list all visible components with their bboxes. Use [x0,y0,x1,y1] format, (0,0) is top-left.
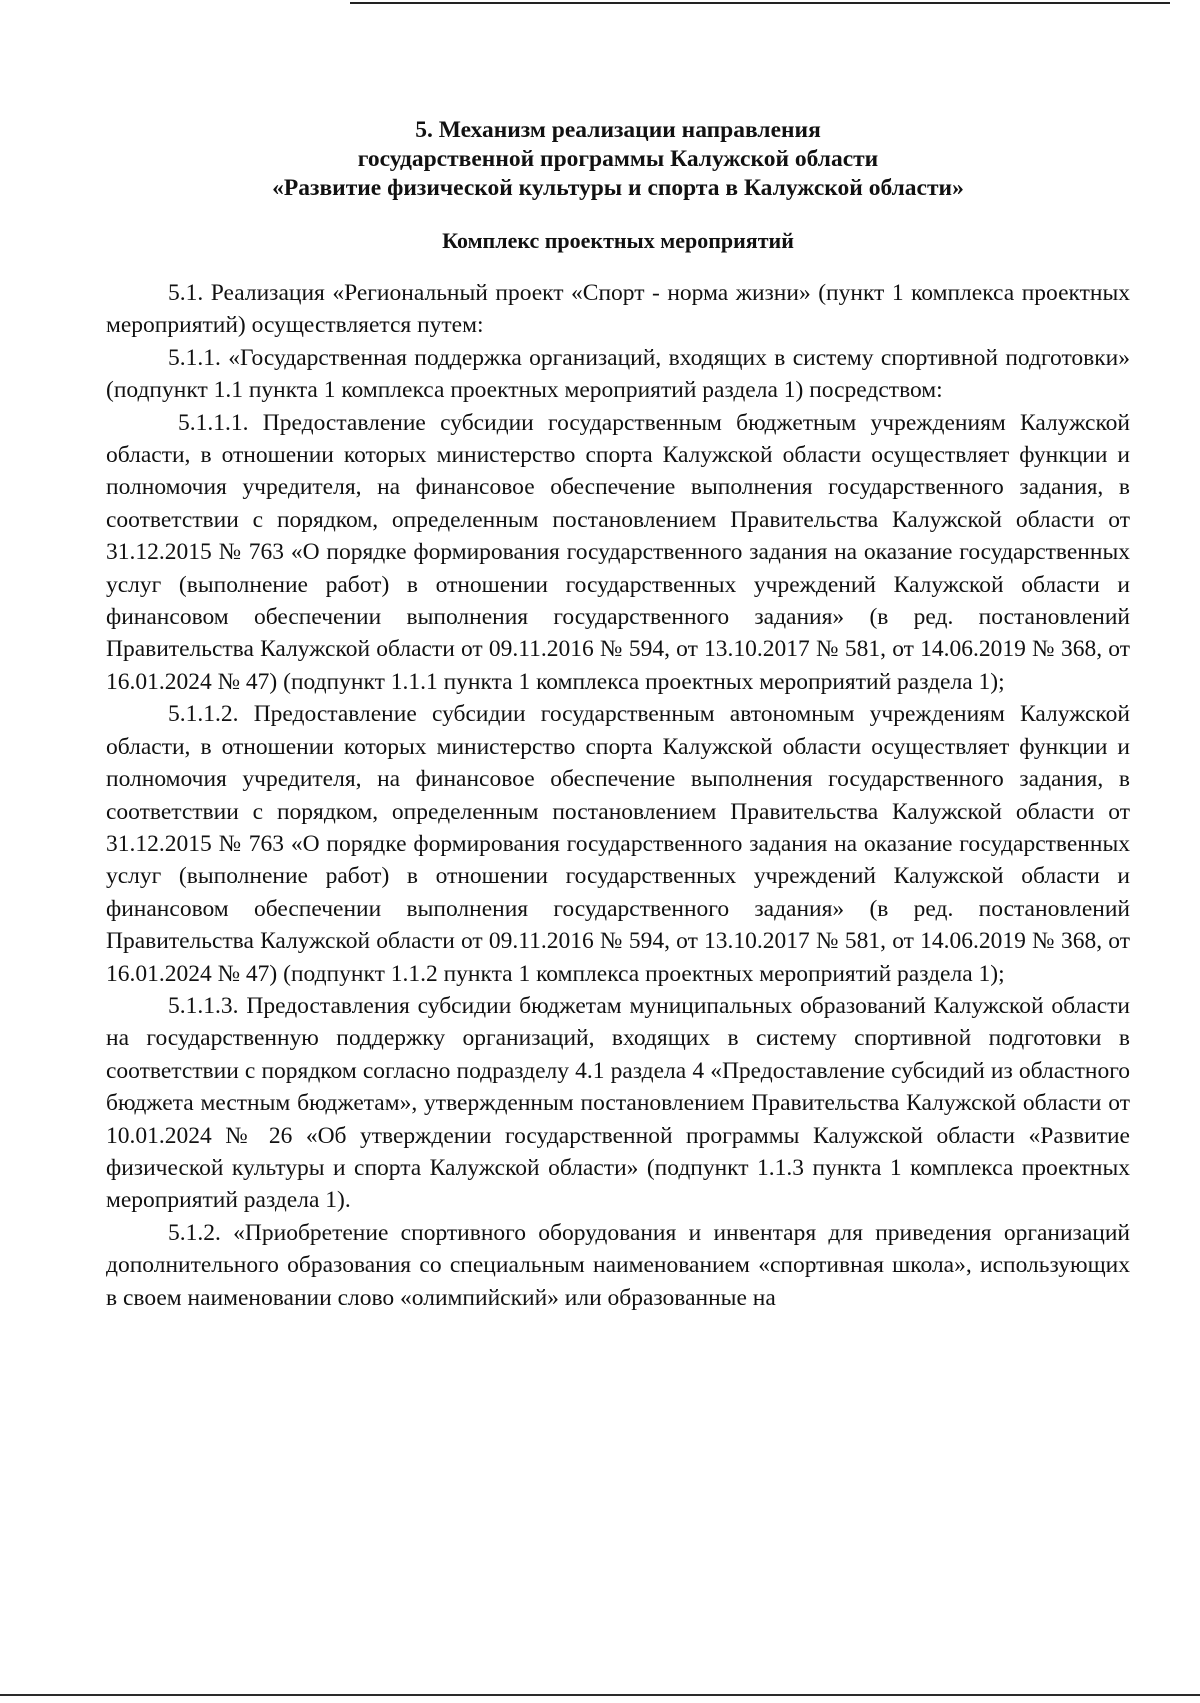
heading-line-2: государственной программы Калужской области [357,146,879,172]
document-page [106,116,1130,1314]
paragraph-5-1-1-1: 5.1.1.1. Предоставление субсидии государственным бюджетным учреждениям Калужской области, в отношении которых министерство спорта Калужской области осуществляет функции и полномочия учредителя, на финансовое обеспечение выполнения государственного задания, в соответствии с порядком, определенным постановлением Правительства Калужской области от 31.12.2015 № 763 «О порядке формирования государственного задания на оказание государственных услуг (выполнение работ) в отношении государственных учреждений Калужской области и финансовом обеспечении выполнения государственного задания» (в ред. постановлений Правительства Калужской области от 09.11.2016 № 594, от 13.10.2017 № 581, от 14.06.2019 № 368, от 16.01.2024 № 47) (подпункт 1.1.1 пункта 1 комплекса проектных мероприятий раздела 1); [106,409,1130,695]
paragraph-5-1-2: 5.1.2. «Приобретение спортивного оборудования и инвентаря для приведения организаций дополнительного образования со специальным наименованием «спортивная школа», использующих в своем наименовании слово «олимпийский» или образованные на [106,1219,1130,1311]
paragraph-5-1-1-2: 5.1.1.2. Предоставление субсидии государственным автономным учреждениям Калужской области, в отношении которых министерство спорта Калужской области осуществляет функции и полномочия учредителя, на финансовое обеспечение выполнения государственного задания, в соответствии с порядком, определенным постановлением Правительства Калужской области от 31.12.2015 № 763 «О порядке формирования государственного задания на оказание государственных услуг (выполнение работ) в отношении государственных учреждений Калужской области и финансовом обеспечении выполнения государственного задания» (в ред. постановлений Правительства Калужской области от 09.11.2016 № 594, от 13.10.2017 № 581, от 14.06.2019 № 368, от 16.01.2024 № 47) (подпункт 1.1.2 пункта 1 комплекса проектных мероприятий раздела 1); [106,701,1130,987]
heading-line-1: 5. Механизм реализации направления [415,117,821,143]
paragraph-5-1: 5.1. Реализация «Региональный проект «Спорт - норма жизни» (пункт 1 комплекса проектных мероприятий) осуществляется путем: [106,280,1130,339]
paragraph-5-1-1: 5.1.1. «Государственная поддержка организаций, входящих в систему спортивной подготовки» (подпункт 1.1 пункта 1 комплекса проектных мероприятий раздела 1) посредством: [106,344,1130,404]
subsection-heading: Комплекс проектных мероприятий [442,228,794,253]
heading-line-3: «Развитие физической культуры и спорта в Калужской области» [272,175,964,201]
paragraph-5-1-1-3: 5.1.1.3. Предоставления субсидии бюджетам муниципальных образований Калужской области на государственную поддержку организаций, входящих в систему спортивной подготовки в соответствии с порядком согласно подразделу 4.1 раздела 4 «Предоставление субсидий из областного бюджета местным бюджетам», утвержденным постановлением Правительства Калужской области от 10.01.2024 № 26 «Об утверждении государственной программы Калужской области «Развитие физической культуры и спорта Калужской области» (подпункт 1.1.3 пункта 1 комплекса проектных мероприятий раздела 1). [106,992,1130,1214]
top-scan-edge [350,2,1170,4]
bottom-scan-edge [0,1694,1200,1696]
section-heading [106,116,1130,203]
